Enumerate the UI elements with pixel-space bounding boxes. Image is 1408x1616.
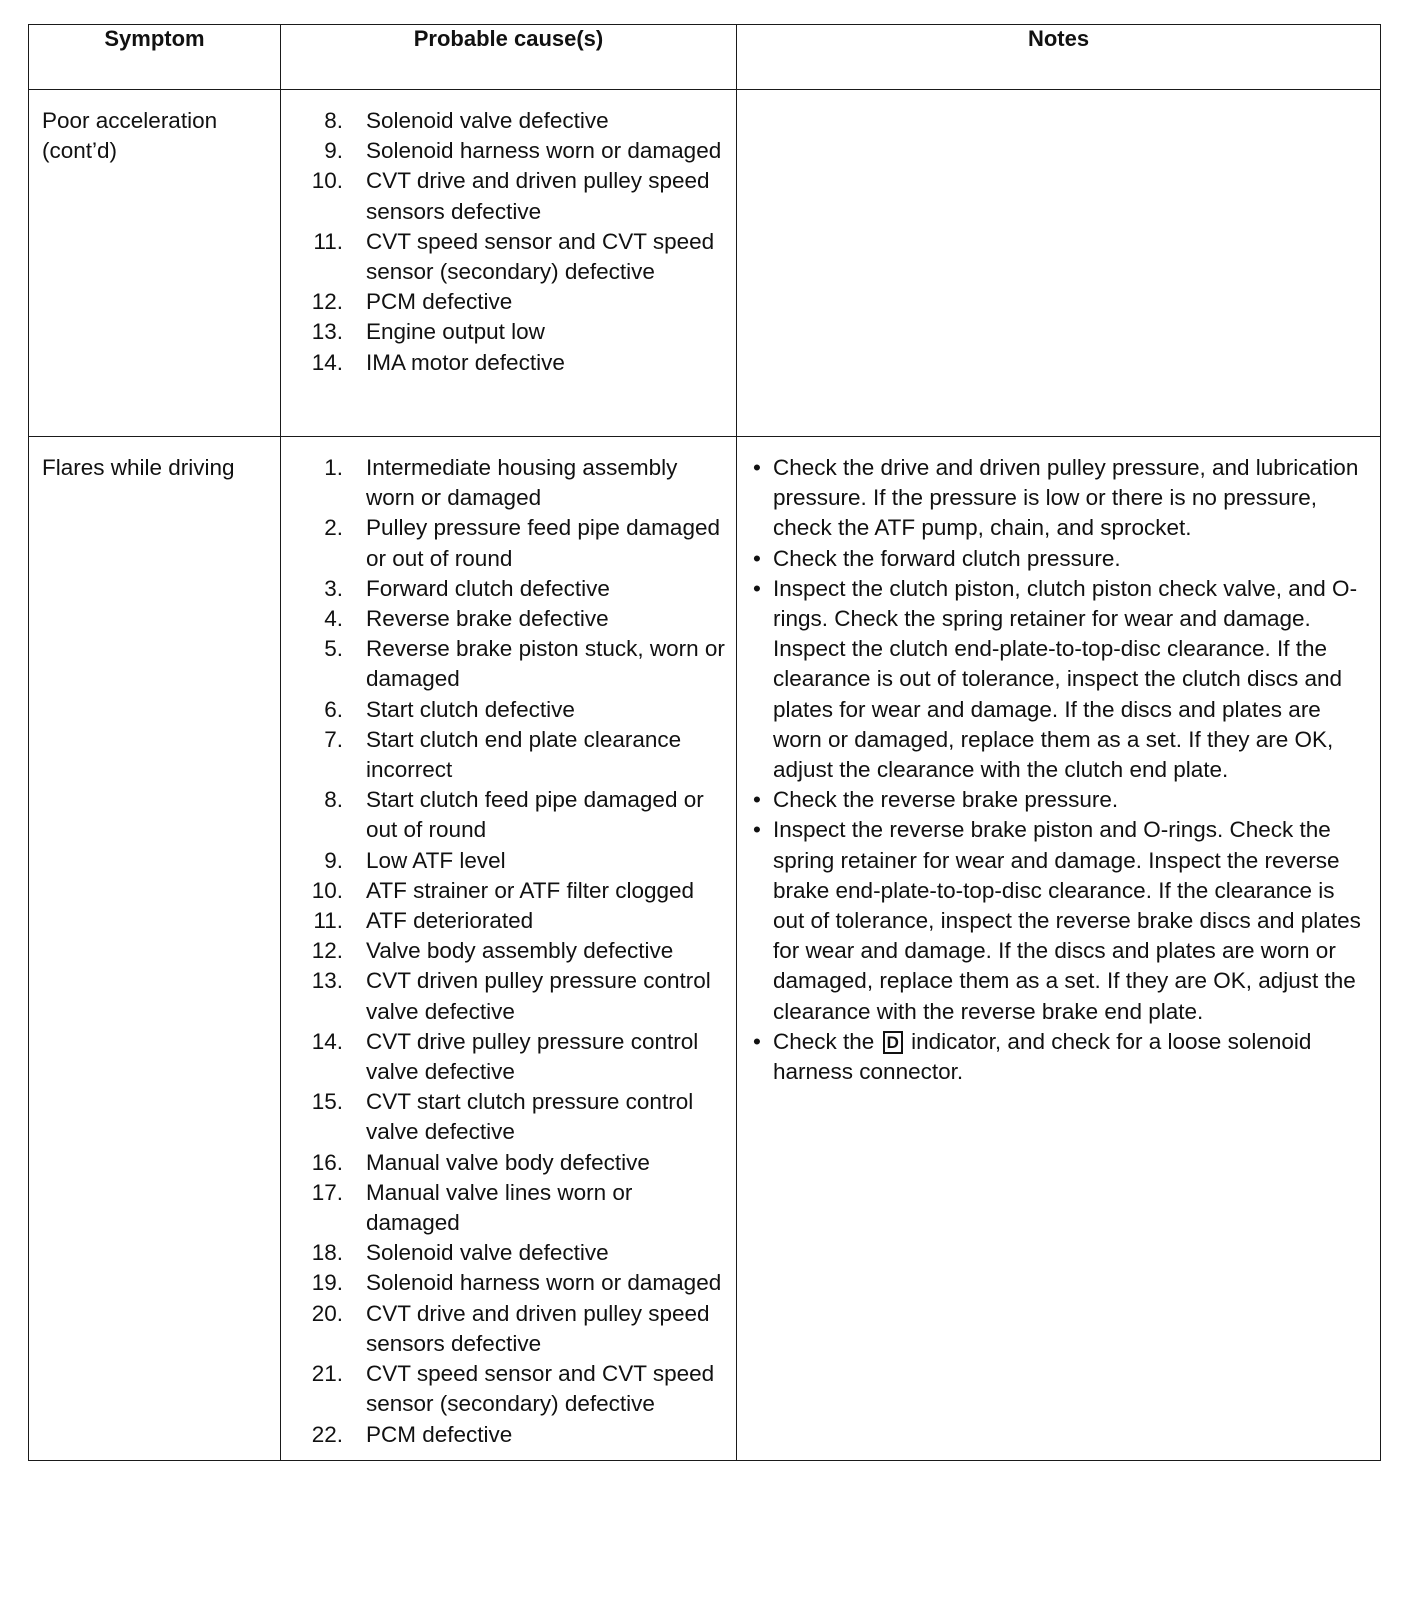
- note-text: Check the forward clutch pressure.: [773, 545, 1121, 571]
- cause-text: Solenoid harness worn or damaged: [366, 1270, 722, 1296]
- note-item: [745, 574, 1372, 785]
- cause-item: [281, 1268, 730, 1298]
- cause-text: Start clutch end plate clearance incorrect: [366, 726, 682, 783]
- cause-text: CVT speed sensor and CVT speed sensor (secondary) defective: [366, 1361, 715, 1417]
- cause-number: 14.: [311, 349, 343, 375]
- bullet-icon: •: [753, 1028, 761, 1054]
- cause-number: 4.: [324, 606, 343, 632]
- cause-item: [281, 574, 730, 604]
- cause-text: Engine output low: [366, 319, 545, 345]
- cause-item: [281, 634, 730, 694]
- table-row: [29, 90, 1381, 437]
- bullet-icon: •: [753, 575, 761, 601]
- note-item: [745, 815, 1372, 1026]
- d-indicator-icon: D: [883, 1031, 903, 1054]
- cause-item: [281, 513, 730, 573]
- cause-text: ATF strainer or ATF filter clogged: [366, 877, 695, 903]
- bullet-icon: •: [753, 817, 761, 843]
- cause-item: [281, 1087, 730, 1147]
- cause-text: Solenoid valve defective: [366, 1240, 609, 1266]
- cause-number: 5.: [324, 636, 343, 662]
- note-text: Inspect the clutch piston, clutch piston check valve, and O-rings. Check the spring retainer for wear and damage. Inspect the clutch end-plate-to-top-disc clearance. If the clearance is out of tolerance, inspect the clutch discs and plates for wear and damage. If the discs and plates are worn or damaged, replace them as a set. If they are OK, adjust the clearance with the clutch end plate.: [773, 575, 1358, 783]
- cause-text: IMA motor defective: [366, 349, 565, 375]
- cause-item: [281, 227, 730, 287]
- cause-text: Forward clutch defective: [366, 575, 610, 601]
- note-item: [745, 785, 1372, 815]
- note-list: [745, 453, 1372, 1087]
- cause-number: 19.: [311, 1270, 343, 1296]
- note-item: [745, 1027, 1372, 1087]
- cause-number: 13.: [311, 319, 343, 345]
- note-text: Check the reverse brake pressure.: [773, 787, 1119, 813]
- cause-item: [281, 136, 730, 166]
- cause-text: Reverse brake piston stuck, worn or damaged: [366, 636, 725, 692]
- cause-number: 11.: [313, 908, 343, 934]
- causes-cell: [281, 90, 737, 437]
- cause-number: 2.: [324, 515, 343, 541]
- cause-number: 1.: [324, 455, 343, 480]
- cause-item: [281, 1027, 730, 1087]
- cause-list: [281, 106, 730, 378]
- bullet-icon: •: [753, 455, 761, 480]
- notes-header: Notes: [737, 25, 1381, 90]
- cause-text: CVT drive pulley pressure control valve defective: [366, 1028, 699, 1085]
- note-item: [745, 544, 1372, 574]
- cause-number: 7.: [324, 726, 343, 752]
- cause-text: CVT driven pulley pressure control valve defective: [366, 968, 711, 1024]
- cause-item: [281, 966, 730, 1026]
- cause-list: [281, 453, 730, 1450]
- cause-item: [281, 1148, 730, 1178]
- header-row: [29, 25, 1381, 90]
- cause-item: [281, 846, 730, 876]
- cause-number: 9.: [324, 847, 343, 873]
- troubleshooting-table: [28, 24, 1381, 1461]
- bullet-icon: •: [753, 545, 761, 571]
- cause-item: [281, 906, 730, 936]
- cause-number: 16.: [311, 1149, 343, 1175]
- cause-item: [281, 1238, 730, 1268]
- cause-item: [281, 725, 730, 785]
- cause-item: [281, 317, 730, 347]
- cause-text: Low ATF level: [366, 847, 506, 873]
- cause-text: Start clutch feed pipe damaged or out of round: [366, 787, 704, 843]
- cause-text: PCM defective: [366, 1421, 513, 1447]
- cause-number: 22.: [311, 1421, 343, 1447]
- table-row: [29, 437, 1381, 1461]
- cause-number: 12.: [311, 938, 343, 964]
- cause-item: [281, 106, 730, 136]
- cause-text: Pulley pressure feed pipe damaged or out of round: [366, 515, 720, 571]
- cause-number: 15.: [311, 1089, 343, 1115]
- cause-number: 10.: [311, 877, 343, 903]
- cause-text: Start clutch defective: [366, 696, 575, 722]
- cause-text: CVT speed sensor and CVT speed sensor (secondary) defective: [366, 228, 715, 285]
- cause-number: 12.: [311, 289, 343, 315]
- cause-item: [281, 785, 730, 845]
- cause-number: 14.: [311, 1028, 343, 1054]
- symptom-header: Symptom: [29, 25, 281, 90]
- cause-number: 9.: [324, 138, 343, 164]
- cause-text: CVT drive and driven pulley speed sensors defective: [366, 168, 710, 224]
- cause-text: Manual valve lines worn or damaged: [366, 1179, 633, 1236]
- symptom-cell: Poor acceleration (cont’d): [29, 90, 281, 437]
- note-text: indicator, and check for a loose solenoid harness connector.: [773, 1028, 1312, 1085]
- note-item: [745, 453, 1372, 544]
- causes-cell: [281, 437, 737, 1461]
- symptom-cell: Flares while driving: [29, 437, 281, 1461]
- cause-number: 18.: [311, 1240, 343, 1266]
- cause-number: 13.: [311, 968, 343, 994]
- cause-number: 8.: [324, 108, 343, 133]
- cause-number: 3.: [324, 575, 343, 601]
- cause-number: 21.: [311, 1361, 343, 1387]
- note-text: Check the: [773, 1028, 875, 1054]
- cause-item: [281, 1359, 730, 1419]
- cause-text: PCM defective: [366, 289, 513, 315]
- cause-text: CVT start clutch pressure control valve defective: [366, 1089, 694, 1145]
- cause-item: [281, 287, 730, 317]
- cause-number: 8.: [324, 787, 343, 813]
- cause-number: 17.: [311, 1179, 343, 1205]
- cause-number: 20.: [311, 1300, 343, 1326]
- cause-text: Solenoid harness worn or damaged: [366, 138, 722, 164]
- cause-item: [281, 1178, 730, 1238]
- cause-text: CVT drive and driven pulley speed sensors defective: [366, 1300, 710, 1356]
- cause-text: Reverse brake defective: [366, 606, 609, 632]
- cause-item: [281, 876, 730, 906]
- cause-item: [281, 1299, 730, 1359]
- cause-item: [281, 166, 730, 226]
- bullet-icon: •: [753, 787, 761, 813]
- cause-item: [281, 604, 730, 634]
- cause-text: Intermediate housing assembly worn or damaged: [366, 455, 678, 511]
- cause-item: [281, 695, 730, 725]
- note-text: Check the drive and driven pulley pressure, and lubrication pressure. If the pressure is low or there is no pressure, check the ATF pump, chain, and sprocket.: [773, 455, 1359, 541]
- cause-text: Manual valve body defective: [366, 1149, 650, 1175]
- cause-text: Solenoid valve defective: [366, 108, 609, 133]
- notes-cell: [737, 90, 1381, 437]
- troubleshooting-sheet: [28, 24, 1380, 1461]
- cause-number: 6.: [324, 696, 343, 722]
- notes-cell: [737, 437, 1381, 1461]
- cause-text: ATF deteriorated: [366, 908, 534, 934]
- cause-number: 11.: [313, 228, 343, 254]
- cause-item: [281, 1420, 730, 1450]
- cause-number: 10.: [311, 168, 343, 194]
- cause-text: Valve body assembly defective: [366, 938, 674, 964]
- cause-item: [281, 936, 730, 966]
- cause-item: [281, 348, 730, 378]
- cause-item: [281, 453, 730, 513]
- causes-header: Probable cause(s): [281, 25, 737, 90]
- note-text: Inspect the reverse brake piston and O-rings. Check the spring retainer for wear and damage. Inspect the reverse brake end-plate-to-top-disc clearance. If the clearance is out of tolerance, inspect the reverse brake discs and plates for wear and damage. If the discs and plates are worn or damaged, replace them as a set. If they are OK, adjust the clearance with the reverse brake end plate.: [773, 817, 1361, 1024]
